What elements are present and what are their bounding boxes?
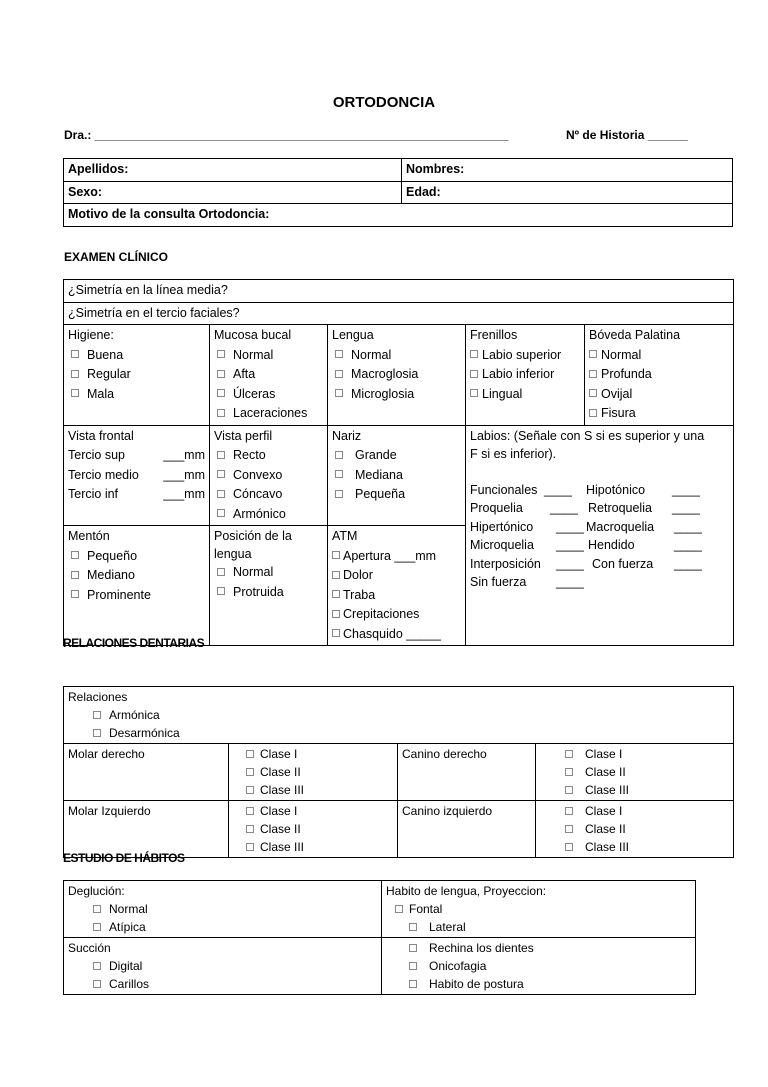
relaciones-label: Relaciones	[68, 690, 128, 704]
checkbox-icon[interactable]	[565, 786, 573, 794]
higiene-cell	[64, 325, 210, 426]
frenillos-label: Frenillos	[470, 328, 518, 342]
checkbox-icon[interactable]	[246, 768, 254, 776]
checkbox-icon[interactable]	[565, 750, 573, 758]
option-ulceras[interactable]: Úlceras	[214, 385, 323, 405]
succion-label: Succión	[68, 941, 111, 955]
checkbox-icon[interactable]	[71, 551, 79, 559]
checkbox-icon[interactable]	[470, 370, 478, 378]
checkbox-icon[interactable]	[93, 729, 101, 737]
labios-row[interactable]: Funcionales ____ Hipotónico ____	[470, 482, 700, 497]
checkbox-icon[interactable]	[335, 490, 343, 498]
option-onicofagia[interactable]: Onicofagia	[386, 957, 691, 975]
checkbox-icon[interactable]	[589, 409, 597, 417]
molar-izquierdo-label: Molar Izquierdo	[64, 801, 229, 858]
option-mediana[interactable]: Mediana	[332, 466, 461, 486]
molar-derecho-options	[229, 744, 398, 801]
option-postura[interactable]: Habito de postura	[386, 975, 691, 993]
frenillos-cell	[466, 325, 585, 426]
option-crepitaciones[interactable]: Crepitaciones	[332, 605, 461, 625]
option-mala[interactable]: Mala	[68, 385, 205, 405]
posicion-lengua-label: Posición de la lengua	[214, 529, 292, 561]
vista-perfil-label: Vista perfil	[214, 428, 273, 443]
vista-frontal-label: Vista frontal	[68, 428, 134, 443]
option-clase-i[interactable]: Clase I	[562, 802, 729, 820]
checkbox-icon[interactable]	[217, 389, 225, 397]
checkbox-icon[interactable]	[93, 962, 101, 970]
option-dolor[interactable]: Dolor	[332, 566, 461, 586]
checkbox-icon[interactable]	[470, 389, 478, 397]
option-armonico[interactable]: Armónico	[214, 505, 323, 525]
vista-perfil-cell	[210, 425, 328, 526]
labios-row[interactable]: Interposición ____ Con fuerza ____	[470, 556, 702, 571]
habitos-table	[63, 880, 696, 995]
examen-section-title: EXAMEN CLÍNICO	[64, 250, 169, 264]
simetria-tercio[interactable]: ¿Simetría en el tercio faciales?	[64, 302, 734, 325]
deglucion-label: Deglución:	[68, 884, 125, 898]
canino-derecho-options	[536, 744, 734, 801]
checkbox-icon[interactable]	[332, 551, 340, 559]
checkbox-icon[interactable]	[217, 509, 225, 517]
lengua-label: Lengua	[332, 328, 374, 342]
checkbox-icon[interactable]	[409, 944, 417, 952]
checkbox-icon[interactable]	[93, 711, 101, 719]
option-lateral[interactable]: Lateral	[386, 918, 691, 936]
patient-table	[63, 158, 733, 227]
checkbox-icon[interactable]	[93, 980, 101, 988]
canino-derecho-label: Canino derecho	[398, 744, 536, 801]
labios-intro: Labios: (Señale con S si es superior y una F si es inferior).	[470, 428, 705, 461]
checkbox-icon[interactable]	[217, 568, 225, 576]
option-apertura[interactable]: Apertura ___mm	[332, 547, 461, 567]
checkbox-icon[interactable]	[71, 389, 79, 397]
option-profunda[interactable]: Profunda	[589, 365, 729, 385]
option-macroglosia[interactable]: Macroglosia	[332, 365, 461, 385]
relaciones-table	[63, 686, 734, 858]
posicion-lengua-cell	[210, 526, 328, 646]
option-normal[interactable]: Normal	[68, 900, 377, 918]
option-labio-inferior[interactable]: Labio inferior	[470, 365, 580, 385]
menton-label: Mentón	[68, 529, 110, 543]
nariz-cell	[328, 425, 466, 526]
atm-cell	[328, 526, 466, 646]
lengua-cell	[328, 325, 466, 426]
option-buena[interactable]: Buena	[68, 346, 205, 366]
labios-row[interactable]: Proquelia ____ Retroquelia ____	[470, 501, 700, 515]
option-clase-iii[interactable]: Clase III	[562, 781, 729, 799]
option-grande[interactable]: Grande	[332, 446, 461, 466]
checkbox-icon[interactable]	[246, 825, 254, 833]
option-protruida[interactable]: Protruida	[214, 583, 323, 603]
option-clase-i[interactable]: Clase I	[243, 802, 393, 820]
option-prominente[interactable]: Prominente	[68, 586, 205, 606]
labios-row[interactable]: Microquelia ____ Hendido ____	[470, 538, 702, 552]
checkbox-icon[interactable]	[565, 825, 573, 833]
checkbox-icon[interactable]	[409, 923, 417, 931]
mucosa-cell	[210, 325, 328, 426]
checkbox-icon[interactable]	[335, 470, 343, 478]
option-clase-iii[interactable]: Clase III	[243, 838, 393, 856]
labios-row[interactable]: Sin fuerza ____	[470, 575, 584, 589]
checkbox-icon[interactable]	[246, 807, 254, 815]
apellidos-field[interactable]: Apellidos:	[64, 159, 402, 182]
atm-label: ATM	[332, 529, 358, 543]
option-armonica[interactable]: Armónica	[68, 706, 729, 724]
historia-field[interactable]: Nº de Historia ______	[566, 128, 688, 142]
option-ovijal[interactable]: Ovijal	[589, 385, 729, 405]
option-mediano[interactable]: Mediano	[68, 566, 205, 586]
tercio-inf-row[interactable]: Tercio inf ___mm	[68, 487, 205, 501]
sexo-field[interactable]: Sexo:	[64, 181, 402, 204]
option-clase-ii[interactable]: Clase II	[562, 763, 729, 781]
deglucion-cell	[64, 881, 382, 938]
checkbox-icon[interactable]	[217, 409, 225, 417]
habito-lengua-label: Habito de lengua, Proyeccion:	[386, 884, 547, 898]
option-carillos[interactable]: Carillos	[68, 975, 377, 993]
option-normal[interactable]: Normal	[214, 563, 323, 583]
checkbox-icon[interactable]	[246, 786, 254, 794]
checkbox-icon[interactable]	[335, 451, 343, 459]
checkbox-icon[interactable]	[589, 350, 597, 358]
checkbox-icon[interactable]	[71, 590, 79, 598]
option-laceraciones[interactable]: Laceraciones	[214, 404, 323, 424]
option-pequeno[interactable]: Pequeño	[68, 547, 205, 567]
option-clase-i[interactable]: Clase I	[243, 745, 393, 763]
boveda-cell	[585, 325, 734, 426]
checkbox-icon[interactable]	[565, 843, 573, 851]
canino-izquierdo-options	[536, 801, 734, 858]
vista-frontal-cell	[64, 425, 210, 526]
checkbox-icon[interactable]	[332, 610, 340, 618]
option-normal[interactable]: Normal	[214, 346, 323, 366]
option-atipica[interactable]: Atípica	[68, 918, 377, 936]
tercio-medio-row[interactable]: Tercio medio ___mm	[68, 467, 205, 482]
edad-field[interactable]: Edad:	[402, 181, 733, 204]
checkbox-icon[interactable]	[589, 389, 597, 397]
checkbox-icon[interactable]	[217, 470, 225, 478]
option-afta[interactable]: Afta	[214, 365, 323, 385]
checkbox-icon[interactable]	[335, 389, 343, 397]
checkbox-icon[interactable]	[332, 571, 340, 579]
molar-derecho-label: Molar derecho	[64, 744, 229, 801]
option-clase-i[interactable]: Clase I	[562, 745, 729, 763]
option-clase-ii[interactable]: Clase II	[243, 820, 393, 838]
checkbox-icon[interactable]	[335, 350, 343, 358]
mucosa-label: Mucosa bucal	[214, 328, 292, 342]
checkbox-icon[interactable]	[246, 750, 254, 758]
habito-lengua-cell	[382, 881, 696, 938]
canino-izquierdo-label: Canino izquierdo	[398, 801, 536, 858]
checkbox-icon[interactable]	[470, 350, 478, 358]
option-normal[interactable]: Normal	[589, 346, 729, 366]
option-chasquido[interactable]: Chasquido _____	[332, 625, 461, 645]
option-concavo[interactable]: Cóncavo	[214, 485, 323, 505]
option-microglosia[interactable]: Microglosia	[332, 385, 461, 405]
checkbox-icon[interactable]	[335, 370, 343, 378]
checkbox-icon[interactable]	[332, 590, 340, 598]
checkbox-icon[interactable]	[332, 629, 340, 637]
checkbox-icon[interactable]	[71, 571, 79, 579]
tercio-sup-row[interactable]: Tercio sup ___mm	[68, 448, 205, 462]
page-title: ORTODONCIA	[332, 94, 436, 111]
option-fontal[interactable]: Fontal	[386, 900, 691, 918]
option-rechina[interactable]: Rechina los dientes	[386, 939, 691, 957]
option-lingual[interactable]: Lingual	[470, 385, 580, 405]
option-clase-ii[interactable]: Clase II	[243, 763, 393, 781]
menton-cell	[64, 526, 210, 646]
option-desarmonica[interactable]: Desarmónica	[68, 724, 729, 742]
option-clase-iii[interactable]: Clase III	[562, 838, 729, 856]
checkbox-icon[interactable]	[565, 768, 573, 776]
checkbox-icon[interactable]	[93, 905, 101, 913]
nariz-label: Nariz	[332, 428, 362, 443]
otros-habitos-cell	[382, 938, 696, 995]
higiene-label: Higiene:	[68, 328, 114, 342]
option-digital[interactable]: Digital	[68, 957, 377, 975]
checkbox-icon[interactable]	[217, 451, 225, 459]
nombres-field[interactable]: Nombres:	[402, 159, 733, 182]
checkbox-icon[interactable]	[246, 843, 254, 851]
dra-field[interactable]: Dra.: ______________________________________________________________	[64, 128, 509, 142]
option-regular[interactable]: Regular	[68, 365, 205, 385]
examen-table	[63, 279, 734, 646]
checkbox-icon[interactable]	[217, 370, 225, 378]
habitos-section-title: ESTUDIO DE HÁBITOS	[63, 851, 185, 865]
checkbox-icon[interactable]	[589, 370, 597, 378]
checkbox-icon[interactable]	[217, 490, 225, 498]
checkbox-icon[interactable]	[217, 350, 225, 358]
checkbox-icon[interactable]	[395, 905, 403, 913]
checkbox-icon[interactable]	[409, 962, 417, 970]
molar-izquierdo-options	[229, 801, 398, 858]
boveda-label: Bóveda Palatina	[589, 328, 681, 342]
option-traba[interactable]: Traba	[332, 586, 461, 606]
option-fisura[interactable]: Fisura	[589, 404, 729, 424]
checkbox-icon[interactable]	[565, 807, 573, 815]
succion-cell	[64, 938, 382, 995]
labios-cell	[466, 425, 734, 646]
motivo-field[interactable]: Motivo de la consulta Ortodoncia:	[64, 204, 733, 227]
option-clase-ii[interactable]: Clase II	[562, 820, 729, 838]
relaciones-section-title: RELACIONES DENTARIAS	[63, 636, 205, 650]
simetria-media[interactable]: ¿Simetría en la línea media?	[64, 280, 734, 303]
option-recto[interactable]: Recto	[214, 446, 323, 466]
relaciones-cell	[64, 687, 734, 744]
option-pequena[interactable]: Pequeña	[332, 485, 461, 505]
option-labio-superior[interactable]: Labio superior	[470, 346, 580, 366]
checkbox-icon[interactable]	[93, 923, 101, 931]
option-clase-iii[interactable]: Clase III	[243, 781, 393, 799]
checkbox-icon[interactable]	[71, 370, 79, 378]
option-convexo[interactable]: Convexo	[214, 466, 323, 486]
option-normal[interactable]: Normal	[332, 346, 461, 366]
checkbox-icon[interactable]	[71, 350, 79, 358]
checkbox-icon[interactable]	[217, 587, 225, 595]
labios-row[interactable]: Hipertónico ____ Macroquelia ____	[470, 519, 702, 534]
checkbox-icon[interactable]	[409, 980, 417, 988]
